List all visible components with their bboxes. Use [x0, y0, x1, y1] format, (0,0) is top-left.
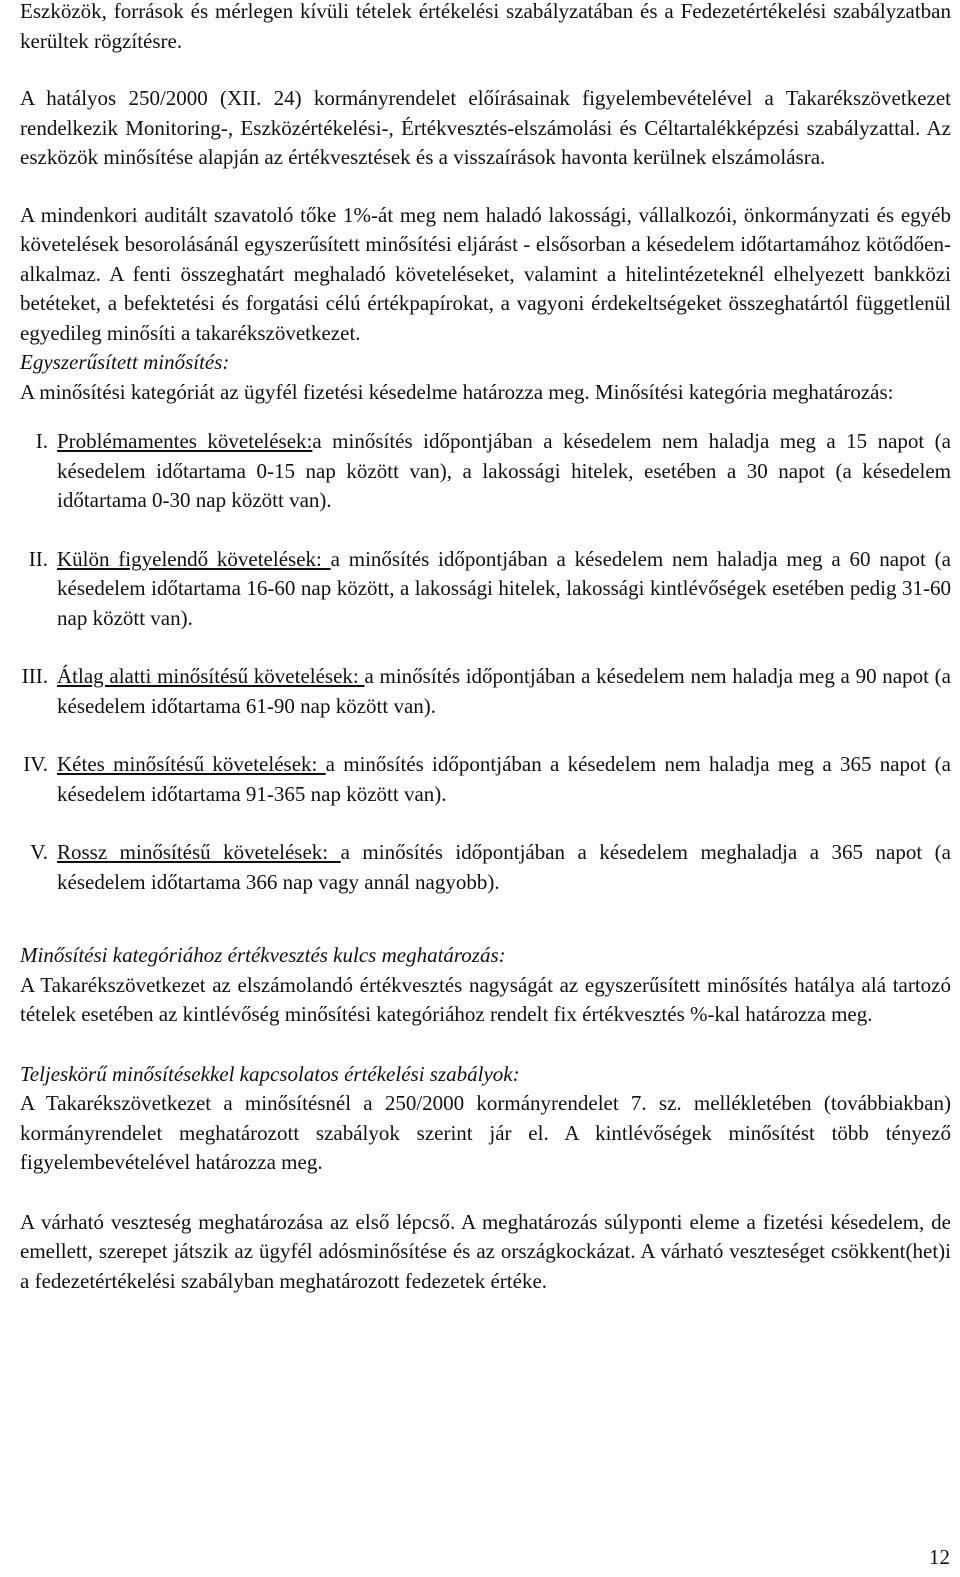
category-text: a minősítés időpontjában a késedelem nem haladja meg a 365 napot (a késedelem időtartama 91-365 nap között van). — [57, 752, 951, 806]
page-number: 12 — [929, 1545, 950, 1569]
list-item — [20, 662, 951, 721]
list-item — [20, 750, 951, 809]
category-title: Átlag alatti minősítésű követelések: — [57, 664, 365, 688]
paragraph-regulation: A hatályos 250/2000 (XII. 24) kormányrendelet előírásainak figyelembevételével a Takarékszövetkezet rendelkezik Monitoring-, Eszközértékelési-, Értékvesztés-elszámolási és Céltartalékképzési szabályzattal. Az eszközök minősítése alapján az értékvesztések és a visszaírások havonta kerülnek elszámolásra. — [20, 86, 951, 169]
list-item — [20, 427, 951, 516]
heading-simplified-rating: Egyszerűsített minősítés: — [20, 350, 230, 374]
list-number: V. — [30, 840, 48, 864]
list-number: II. — [28, 546, 48, 571]
paragraph-audited-capital: A mindenkori auditált szavatoló tőke 1%-át meg nem haladó lakossági, vállalkozói, önkormányzati és egyéb követelések besorolásánál egyszerűsített minősítési eljárást - elsősorban a késedelem időtartamához kötődően- alkalmaz. A fenti összeghatárt meghaladó követeléseket, valamint a hitelintézeteknél elhelyezett bankközi betéteket, a befektetési és forgatási célú értékpapírokat, a vagyoni érdekeltségeket összeghatártól függetlenül egyedileg minősíti a takarékszövetkezet. — [20, 202, 951, 345]
paragraph-rating-category: A minősítési kategóriát az ügyfél fizetési késedelme határozza meg. Minősítési kategória meghatározás: — [20, 379, 894, 404]
category-text: a minősítés időpontjában a késedelem nem haladja meg a 15 napot (a késedelem időtartama 0-15 nap között van), a lakossági hitelek, esetében a 30 napot (a késedelem időtartama 0-30 nap között van). — [57, 429, 951, 512]
document-page — [20, 0, 951, 1296]
heading-full-rating: Teljeskörű minősítésekkel kapcsolatos értékelési szabályok: — [20, 1061, 520, 1086]
list-number: I. — [35, 429, 48, 453]
list-number: III. — [21, 664, 48, 688]
rating-category-list — [20, 427, 951, 897]
list-number: IV. — [23, 752, 48, 776]
paragraph-expected-loss: A várható veszteség meghatározása az első lépcső. A meghatározás súlyponti eleme a fizetési késedelem, de emellett, szerepet játszik az ügyfél adósminősítése és az országkockázat. A várható veszteséget csökkent(het)i a fedezetértékelési szabályban meghatározott fedezetek értéke. — [20, 1209, 951, 1293]
heading-impairment-key: Minősítési kategóriához értékvesztés kulcs meghatározás: — [20, 943, 506, 967]
category-title: Problémamentes követelések: — [57, 429, 313, 453]
list-item — [20, 545, 951, 634]
category-title: Kétes minősítésű követelések: — [57, 752, 326, 776]
paragraph-impairment-key: A Takarékszövetkezet az elszámolandó értékvesztés nagyságát az egyszerűsített minősítés hatálya alá tartozó tételek esetében az kintlévőség minősítési kategóriához rendelt fix értékvesztés %-kal határozza meg. — [20, 972, 951, 1026]
category-title: Rossz minősítésű követelések: — [57, 840, 341, 864]
category-text: a minősítés időpontjában a késedelem meghaladja a 365 napot (a késedelem időtartama 366 nap vagy annál nagyobb). — [57, 840, 951, 894]
category-text: a minősítés időpontjában a késedelem nem haladja meg a 90 napot (a késedelem időtartama 61-90 nap között van). — [57, 664, 951, 718]
category-title: Külön figyelendő követelések: — [57, 546, 331, 571]
list-item — [20, 838, 951, 897]
paragraph-intro: Eszközök, források és mérlegen kívüli tételek értékelési szabályzatában és a Fedezetértékelési szabályzatban kerültek rögzítésre. — [20, 0, 951, 53]
category-text: a minősítés időpontjában a késedelem nem haladja meg a 60 napot (a késedelem időtartama 16-60 nap között, a lakossági hitelek, lakossági kintlévőségek esetében pedig 31-60 nap között van). — [57, 546, 951, 630]
paragraph-full-rating: A Takarékszövetkezet a minősítésnél a 250/2000 kormányrendelet 7. sz. mellékletében (továbbiakban) kormányrendelet meghatározott szabályok szerint jár el. A kintlévőségek minősítést több tényező figyelembevételével határozza meg. — [20, 1091, 951, 1174]
